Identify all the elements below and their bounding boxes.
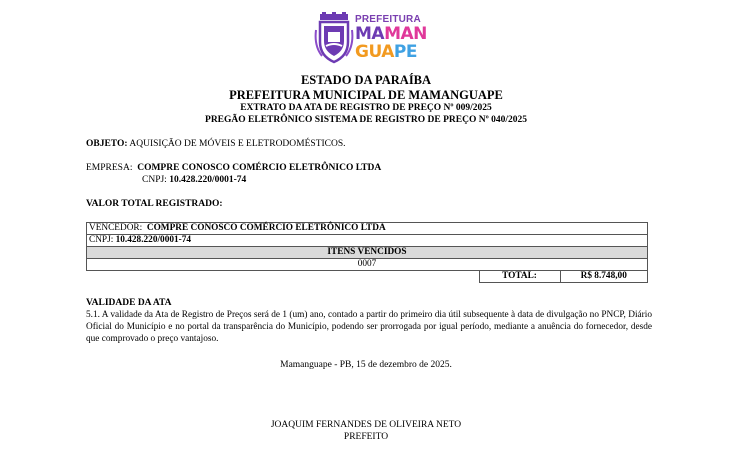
city-logo — [314, 10, 427, 68]
table-row — [87, 223, 648, 235]
validade-text: 5.1. A validade da Ata de Registro de Preços será de 1 (um) ano, contado a partir do primeiro dia útil subsequente à data de divulgação no PNCP, Diário Oficial do Município e no portal da transparência do Município, podendo ser prorrogada por igual período, mediante a anuência do fornecedor, desde que comprovado o preço vantajoso. — [86, 310, 652, 344]
cnpj-value: 10.428.220/0001-74 — [115, 235, 192, 245]
coat-of-arms-icon — [314, 12, 354, 64]
vencedor-label: VENCEDOR: — [89, 223, 143, 233]
objeto-line — [86, 139, 346, 149]
empresa-cnpj-label: CNPJ: — [142, 175, 167, 185]
table-row — [87, 247, 648, 259]
objeto-value: AQUISIÇÃO DE MÓVEIS E ELETRODOMÉSTICOS. — [129, 139, 346, 149]
valor-total-label: VALOR TOTAL REGISTRADO: — [86, 199, 223, 209]
logo-top-word: PREFEITURA — [355, 14, 421, 25]
cnpj-label: CNPJ: — [89, 235, 114, 245]
extract-title: EXTRATO DA ATA DE REGISTRO DE PREÇO Nº 009/2025 — [240, 103, 492, 113]
signature-name: JOAQUIM FERNANDES DE OLIVEIRA NETO — [270, 420, 462, 430]
total-label: TOTAL: — [479, 271, 560, 283]
results-table — [86, 222, 648, 283]
logo-line-2: GUAPE — [355, 42, 417, 62]
logo-line-1: MAMAN — [355, 24, 427, 44]
items-header: ITENS VENCIDOS — [87, 247, 648, 259]
objeto-label: OBJETO: — [86, 139, 128, 149]
vencedor-cell — [87, 223, 648, 235]
empresa-line — [86, 163, 381, 173]
state-title: ESTADO DA PARAÍBA — [300, 73, 432, 87]
signature-role: PREFEITO — [343, 432, 389, 442]
validade-title: VALIDADE DA ATA — [86, 298, 172, 308]
auction-title: PREGÃO ELETRÔNICO SISTEMA DE REGISTRO DE PREÇO Nº 040/2025 — [205, 115, 527, 125]
table-row — [87, 259, 648, 271]
empresa-name: COMPRE CONOSCO COMÉRCIO ELETRÔNICO LTDA — [137, 163, 382, 173]
cnpj-cell — [87, 235, 648, 247]
empresa-label: EMPRESA: — [86, 163, 133, 173]
table-row — [87, 235, 648, 247]
empresa-cnpj-line — [142, 175, 246, 185]
blank-cell — [87, 271, 480, 283]
total-value: R$ 8.748,00 — [560, 271, 648, 283]
empresa-cnpj: 10.428.220/0001-74 — [169, 175, 247, 185]
item-cell: 0007 — [87, 259, 648, 271]
vencedor-name: COMPRE CONOSCO COMÉRCIO ELETRÔNICO LTDA — [146, 223, 386, 233]
table-row — [87, 271, 648, 283]
city-hall-title: PREFEITURA MUNICIPAL DE MAMANGUAPE — [229, 88, 503, 102]
place-date: Mamanguape - PB, 15 de dezembro de 2025. — [280, 360, 452, 370]
